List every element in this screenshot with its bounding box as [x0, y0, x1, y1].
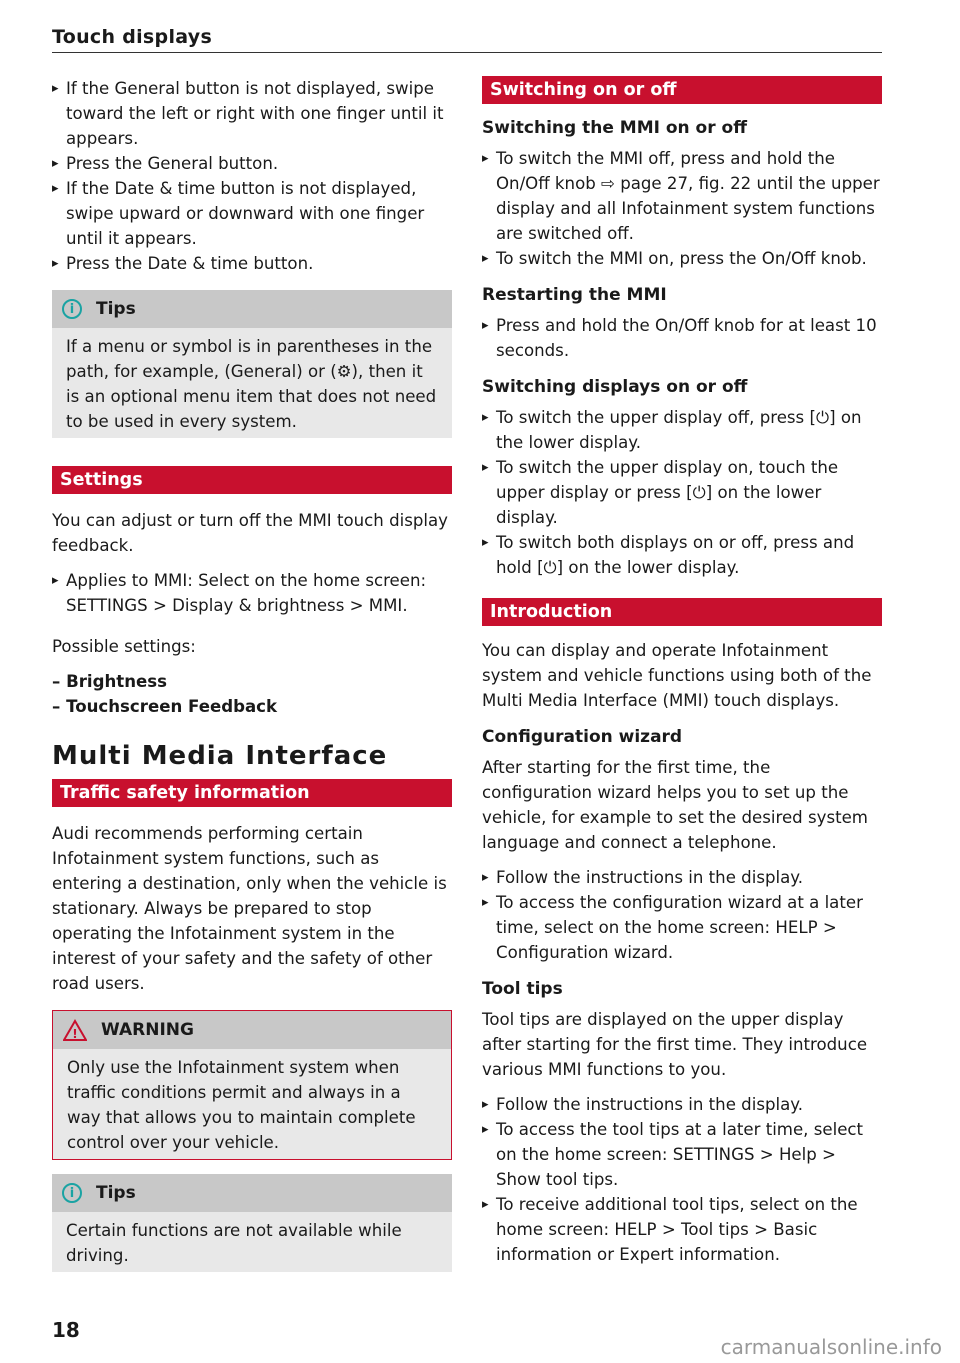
step: ▸ Press the Date & time button.: [52, 251, 452, 276]
warning-triangle-icon: [63, 1019, 87, 1041]
step: ▸ To access the configuration wizard at a later time, select on the home screen: HELP > Configuration wizard.: [482, 890, 882, 965]
section-bar-settings: Settings: [52, 466, 452, 494]
tips-title-2: Tips: [96, 1183, 136, 1203]
traffic-text: Audi recommends performing certain Infotainment system functions, such as entering a destination, only when the vehicle is stationary. Always be prepared to stop operating the Infotainment system in the interest of your safety and the safety of other road users.: [52, 824, 447, 993]
step: ▸ If the Date & time button is not displayed, swipe upward or downward with one finger until it appears.: [52, 176, 452, 251]
tooltips-text: Tool tips are displayed on the upper display after starting for the first time. They introduce various MMI functions to you.: [482, 1010, 868, 1079]
settings-text: You can adjust or turn off the MMI touch display feedback.: [52, 511, 448, 555]
possible-settings-label: Possible settings:: [52, 637, 196, 656]
section-bar-introduction: Introduction: [482, 598, 882, 626]
tips-header-2: [52, 1174, 452, 1212]
config-text: After starting for the first time, the configuration wizard helps you to set up the vehicle, for example to set the desired system language and connect a telephone.: [482, 758, 868, 852]
subheading: Tool tips: [482, 979, 563, 999]
subheading: Switching displays on or off: [482, 377, 748, 397]
left-column: [52, 76, 452, 1272]
step: ▸ To receive additional tool tips, select on the home screen: HELP > Tool tips > Basic information or Expert information.: [482, 1192, 882, 1267]
header-rule: [52, 52, 882, 53]
step: ▸ To switch the upper display off, press [⏻] on the lower display.: [482, 405, 882, 455]
option-item: – Touchscreen Feedback: [52, 697, 278, 716]
watermark: carmanualsonline.info: [720, 1335, 942, 1359]
tips-header: [52, 290, 452, 328]
option-item: – Brightness: [52, 672, 168, 691]
section-bar-traffic: Traffic safety information: [52, 779, 452, 807]
step: ▸ Press and hold the On/Off knob for at least 10 seconds.: [482, 313, 882, 363]
info-icon: i: [62, 1183, 82, 1203]
intro-text: You can display and operate Infotainment system and vehicle functions using both of the Multi Media Interface (MMI) touch displays.: [482, 641, 872, 710]
page-header-title: Touch displays: [52, 26, 213, 48]
step: ▸ Press the General button.: [52, 151, 452, 176]
step: ▸ To switch the MMI on, press the On/Off knob.: [482, 246, 882, 271]
tips-title: Tips: [96, 299, 136, 319]
subheading: Switching the MMI on or off: [482, 118, 747, 138]
tips-box-2: [52, 1174, 452, 1272]
warning-text: Only use the Infotainment system when traffic conditions permit and always in a way that allows you to maintain complete control over your vehicle.: [67, 1058, 416, 1152]
warning-box: [52, 1010, 452, 1160]
step: ▸ To switch both displays on or off, press and hold [⏻] on the lower display.: [482, 530, 882, 580]
step: ▸ If the General button is not displayed, swipe toward the left or right with one finger until it appears.: [52, 76, 452, 151]
step: ▸ Follow the instructions in the display.: [482, 1092, 882, 1117]
subheading: Restarting the MMI: [482, 285, 667, 305]
chapter-title: Multi Media Interface: [52, 741, 388, 771]
step: ▸ To access the tool tips at a later time, select on the home screen: SETTINGS > Help > Show tool tips.: [482, 1117, 882, 1192]
warning-header: [53, 1011, 451, 1049]
settings-step: ▸ Applies to MMI: Select on the home screen: SETTINGS > Display & brightness > MMI.: [52, 568, 452, 618]
step: ▸ To switch the MMI off, press and hold the On/Off knob ⇨ page 27, fig. 22 until the upper display and all Infotainment system functions are switched off.: [482, 146, 882, 246]
section-bar-switching: Switching on or off: [482, 76, 882, 104]
svg-text:!: !: [72, 1027, 78, 1041]
info-icon: i: [62, 299, 82, 319]
warning-title: WARNING: [101, 1020, 194, 1040]
right-column: [482, 76, 882, 1267]
tips-text-2: Certain functions are not available while driving.: [66, 1221, 402, 1265]
tips-box: [52, 290, 452, 438]
step: ▸ Follow the instructions in the display.: [482, 865, 882, 890]
step: ▸ To switch the upper display on, touch the upper display or press [⏻] on the lower display.: [482, 455, 882, 530]
subheading: Configuration wizard: [482, 727, 683, 747]
tips-text: If a menu or symbol is in parentheses in the path, for example, (General) or (⚙), then it is an optional menu item that does not need to be used in every system.: [66, 337, 437, 431]
page-number: 18: [52, 1318, 80, 1342]
